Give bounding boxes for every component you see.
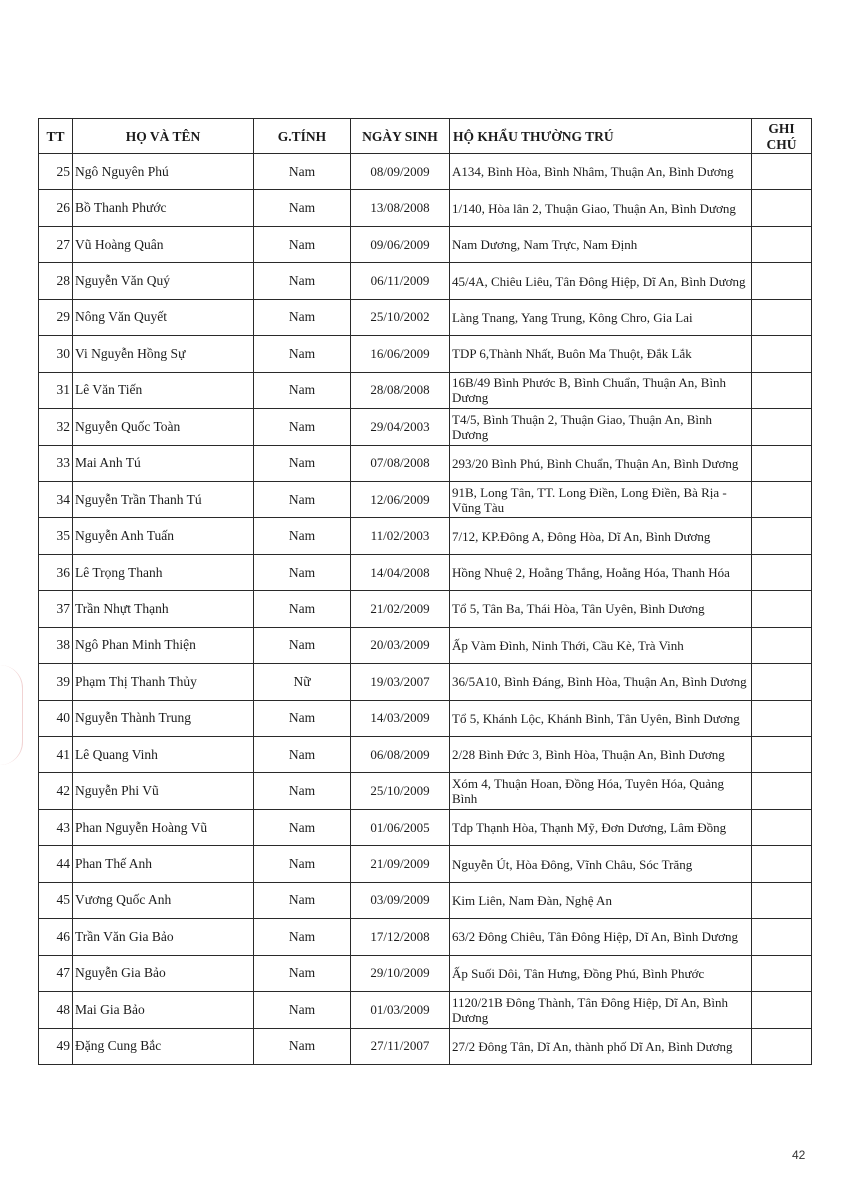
birth-date: 09/06/2009 <box>351 226 450 262</box>
gender-cell: Nam <box>254 882 351 918</box>
table-row <box>39 591 812 627</box>
row-number: 25 <box>39 154 73 190</box>
table-row <box>39 700 812 736</box>
note-cell <box>752 955 812 991</box>
header-name: HỌ VÀ TÊN <box>73 119 254 154</box>
note-cell <box>752 445 812 481</box>
gender-cell: Nam <box>254 955 351 991</box>
student-name: Nguyễn Anh Tuấn <box>73 518 254 554</box>
student-name: Mai Gia Bảo <box>73 992 254 1028</box>
permanent-address: 63/2 Đông Chiêu, Tân Đông Hiệp, Dĩ An, Bình Dương <box>450 919 752 955</box>
note-cell <box>752 481 812 517</box>
gender-cell: Nam <box>254 627 351 663</box>
table-row <box>39 919 812 955</box>
note-cell <box>752 882 812 918</box>
permanent-address: Tổ 5, Khánh Lộc, Khánh Bình, Tân Uyên, Bình Dương <box>450 700 752 736</box>
birth-date: 11/02/2003 <box>351 518 450 554</box>
student-name: Lê Trọng Thanh <box>73 554 254 590</box>
permanent-address: Nguyễn Út, Hòa Đông, Vĩnh Châu, Sóc Trăng <box>450 846 752 882</box>
permanent-address: Hồng Nhuệ 2, Hoằng Thắng, Hoằng Hóa, Thanh Hóa <box>450 554 752 590</box>
birth-date: 06/08/2009 <box>351 737 450 773</box>
table-row <box>39 1028 812 1064</box>
note-cell <box>752 554 812 590</box>
row-number: 47 <box>39 955 73 991</box>
birth-date: 21/02/2009 <box>351 591 450 627</box>
table-row <box>39 846 812 882</box>
row-number: 49 <box>39 1028 73 1064</box>
note-cell <box>752 518 812 554</box>
table-row <box>39 882 812 918</box>
student-roster-table <box>38 118 812 1065</box>
student-name: Nguyễn Phi Vũ <box>73 773 254 809</box>
birth-date: 14/04/2008 <box>351 554 450 590</box>
birth-date: 16/06/2009 <box>351 336 450 372</box>
student-name: Vũ Hoàng Quân <box>73 226 254 262</box>
birth-date: 29/04/2003 <box>351 409 450 445</box>
birth-date: 29/10/2009 <box>351 955 450 991</box>
header-dob: NGÀY SINH <box>351 119 450 154</box>
birth-date: 13/08/2008 <box>351 190 450 226</box>
student-name: Đặng Cung Bắc <box>73 1028 254 1064</box>
birth-date: 03/09/2009 <box>351 882 450 918</box>
gender-cell: Nam <box>254 299 351 335</box>
row-number: 45 <box>39 882 73 918</box>
row-number: 48 <box>39 992 73 1028</box>
permanent-address: A134, Bình Hòa, Bình Nhâm, Thuận An, Bình Dương <box>450 154 752 190</box>
student-name: Phan Nguyễn Hoàng Vũ <box>73 809 254 845</box>
table-row <box>39 664 812 700</box>
birth-date: 17/12/2008 <box>351 919 450 955</box>
student-name: Nguyễn Văn Quý <box>73 263 254 299</box>
row-number: 36 <box>39 554 73 590</box>
row-number: 28 <box>39 263 73 299</box>
gender-cell: Nam <box>254 226 351 262</box>
table-row <box>39 263 812 299</box>
permanent-address: 1/140, Hòa lân 2, Thuận Giao, Thuận An, Bình Dương <box>450 190 752 226</box>
table-row <box>39 481 812 517</box>
table-row <box>39 226 812 262</box>
table-header <box>39 119 812 154</box>
birth-date: 06/11/2009 <box>351 263 450 299</box>
gender-cell: Nam <box>254 846 351 882</box>
student-name: Vương Quốc Anh <box>73 882 254 918</box>
permanent-address: 45/4A, Chiêu Liêu, Tân Đông Hiệp, Dĩ An, Bình Dương <box>450 263 752 299</box>
note-cell <box>752 154 812 190</box>
note-cell <box>752 409 812 445</box>
student-name: Nguyễn Thành Trung <box>73 700 254 736</box>
birth-date: 01/03/2009 <box>351 992 450 1028</box>
note-cell <box>752 627 812 663</box>
student-name: Bồ Thanh Phước <box>73 190 254 226</box>
row-number: 38 <box>39 627 73 663</box>
gender-cell: Nam <box>254 992 351 1028</box>
permanent-address: 1120/21B Đông Thành, Tân Đông Hiệp, Dĩ An, Bình Dương <box>450 992 752 1028</box>
gender-cell: Nữ <box>254 664 351 700</box>
stamp-edge-mark <box>0 665 23 765</box>
birth-date: 25/10/2002 <box>351 299 450 335</box>
row-number: 41 <box>39 737 73 773</box>
note-cell <box>752 226 812 262</box>
permanent-address: 91B, Long Tân, TT. Long Điền, Long Điền, Bà Rịa - Vũng Tàu <box>450 481 752 517</box>
row-number: 37 <box>39 591 73 627</box>
permanent-address: Tổ 5, Tân Ba, Thái Hòa, Tân Uyên, Bình Dương <box>450 591 752 627</box>
header-row <box>39 119 812 154</box>
permanent-address: 293/20 Bình Phú, Bình Chuẩn, Thuận An, Bình Dương <box>450 445 752 481</box>
table-row <box>39 299 812 335</box>
table-row <box>39 518 812 554</box>
row-number: 46 <box>39 919 73 955</box>
note-cell <box>752 700 812 736</box>
header-address: HỘ KHẨU THƯỜNG TRÚ <box>450 119 752 154</box>
gender-cell: Nam <box>254 554 351 590</box>
table-row <box>39 955 812 991</box>
gender-cell: Nam <box>254 372 351 408</box>
header-gender: G.TÍNH <box>254 119 351 154</box>
gender-cell: Nam <box>254 263 351 299</box>
note-cell <box>752 336 812 372</box>
gender-cell: Nam <box>254 1028 351 1064</box>
gender-cell: Nam <box>254 809 351 845</box>
student-name: Trần Văn Gia Bảo <box>73 919 254 955</box>
birth-date: 20/03/2009 <box>351 627 450 663</box>
note-cell <box>752 846 812 882</box>
row-number: 32 <box>39 409 73 445</box>
table-row <box>39 154 812 190</box>
note-cell <box>752 299 812 335</box>
student-name: Nông Văn Quyết <box>73 299 254 335</box>
permanent-address: TDP 6,Thành Nhất, Buôn Ma Thuột, Đắk Lắk <box>450 336 752 372</box>
student-name: Lê Văn Tiến <box>73 372 254 408</box>
permanent-address: 2/28 Bình Đức 3, Bình Hòa, Thuận An, Bình Dương <box>450 737 752 773</box>
gender-cell: Nam <box>254 336 351 372</box>
note-cell <box>752 190 812 226</box>
note-cell <box>752 664 812 700</box>
row-number: 33 <box>39 445 73 481</box>
gender-cell: Nam <box>254 154 351 190</box>
row-number: 26 <box>39 190 73 226</box>
gender-cell: Nam <box>254 737 351 773</box>
row-number: 29 <box>39 299 73 335</box>
permanent-address: Ấp Vàm Đình, Ninh Thới, Cầu Kè, Trà Vinh <box>450 627 752 663</box>
student-name: Vi Nguyễn Hồng Sự <box>73 336 254 372</box>
gender-cell: Nam <box>254 481 351 517</box>
note-cell <box>752 992 812 1028</box>
birth-date: 21/09/2009 <box>351 846 450 882</box>
birth-date: 14/03/2009 <box>351 700 450 736</box>
note-cell <box>752 809 812 845</box>
gender-cell: Nam <box>254 190 351 226</box>
table-row <box>39 372 812 408</box>
row-number: 42 <box>39 773 73 809</box>
note-cell <box>752 591 812 627</box>
student-name: Ngô Nguyên Phú <box>73 154 254 190</box>
birth-date: 25/10/2009 <box>351 773 450 809</box>
permanent-address: Xóm 4, Thuận Hoan, Đồng Hóa, Tuyên Hóa, Quảng Bình <box>450 773 752 809</box>
birth-date: 19/03/2007 <box>351 664 450 700</box>
birth-date: 28/08/2008 <box>351 372 450 408</box>
table-row <box>39 445 812 481</box>
row-number: 31 <box>39 372 73 408</box>
table-row <box>39 190 812 226</box>
student-name: Mai Anh Tú <box>73 445 254 481</box>
student-name: Nguyễn Trần Thanh Tú <box>73 481 254 517</box>
birth-date: 07/08/2008 <box>351 445 450 481</box>
row-number: 43 <box>39 809 73 845</box>
permanent-address: Tdp Thạnh Hòa, Thạnh Mỹ, Đơn Dương, Lâm Đồng <box>450 809 752 845</box>
permanent-address: 36/5A10, Bình Đáng, Bình Hòa, Thuận An, Bình Dương <box>450 664 752 700</box>
student-name: Lê Quang Vinh <box>73 737 254 773</box>
note-cell <box>752 919 812 955</box>
gender-cell: Nam <box>254 700 351 736</box>
student-name: Phan Thế Anh <box>73 846 254 882</box>
table-row <box>39 992 812 1028</box>
gender-cell: Nam <box>254 409 351 445</box>
permanent-address: Kim Liên, Nam Đàn, Nghệ An <box>450 882 752 918</box>
gender-cell: Nam <box>254 773 351 809</box>
table-row <box>39 554 812 590</box>
student-name: Nguyễn Gia Bảo <box>73 955 254 991</box>
header-tt: TT <box>39 119 73 154</box>
row-number: 40 <box>39 700 73 736</box>
table-body <box>39 154 812 1065</box>
table-row <box>39 809 812 845</box>
student-name: Phạm Thị Thanh Thủy <box>73 664 254 700</box>
note-cell <box>752 1028 812 1064</box>
row-number: 44 <box>39 846 73 882</box>
birth-date: 27/11/2007 <box>351 1028 450 1064</box>
table-row <box>39 773 812 809</box>
permanent-address: 16B/49 Bình Phước B, Bình Chuẩn, Thuận An, Bình Dương <box>450 372 752 408</box>
gender-cell: Nam <box>254 591 351 627</box>
row-number: 39 <box>39 664 73 700</box>
student-name: Ngô Phan Minh Thiện <box>73 627 254 663</box>
table-row <box>39 409 812 445</box>
permanent-address: 27/2 Đông Tân, Dĩ An, thành phố Dĩ An, Bình Dương <box>450 1028 752 1064</box>
gender-cell: Nam <box>254 919 351 955</box>
note-cell <box>752 773 812 809</box>
permanent-address: T4/5, Bình Thuận 2, Thuận Giao, Thuận An, Bình Dương <box>450 409 752 445</box>
permanent-address: Ấp Suối Dôi, Tân Hưng, Đồng Phú, Bình Phước <box>450 955 752 991</box>
table-row <box>39 336 812 372</box>
table-row <box>39 627 812 663</box>
birth-date: 01/06/2005 <box>351 809 450 845</box>
header-note: GHI CHÚ <box>752 119 812 154</box>
row-number: 34 <box>39 481 73 517</box>
table-row <box>39 737 812 773</box>
permanent-address: Làng Tnang, Yang Trung, Kông Chro, Gia Lai <box>450 299 752 335</box>
permanent-address: 7/12, KP.Đông A, Đông Hòa, Dĩ An, Bình Dương <box>450 518 752 554</box>
page-number: 42 <box>792 1148 806 1162</box>
note-cell <box>752 263 812 299</box>
birth-date: 08/09/2009 <box>351 154 450 190</box>
row-number: 27 <box>39 226 73 262</box>
note-cell <box>752 372 812 408</box>
permanent-address: Nam Dương, Nam Trực, Nam Định <box>450 226 752 262</box>
birth-date: 12/06/2009 <box>351 481 450 517</box>
row-number: 35 <box>39 518 73 554</box>
row-number: 30 <box>39 336 73 372</box>
student-name: Nguyễn Quốc Toàn <box>73 409 254 445</box>
student-name: Trần Nhựt Thạnh <box>73 591 254 627</box>
gender-cell: Nam <box>254 518 351 554</box>
note-cell <box>752 737 812 773</box>
gender-cell: Nam <box>254 445 351 481</box>
